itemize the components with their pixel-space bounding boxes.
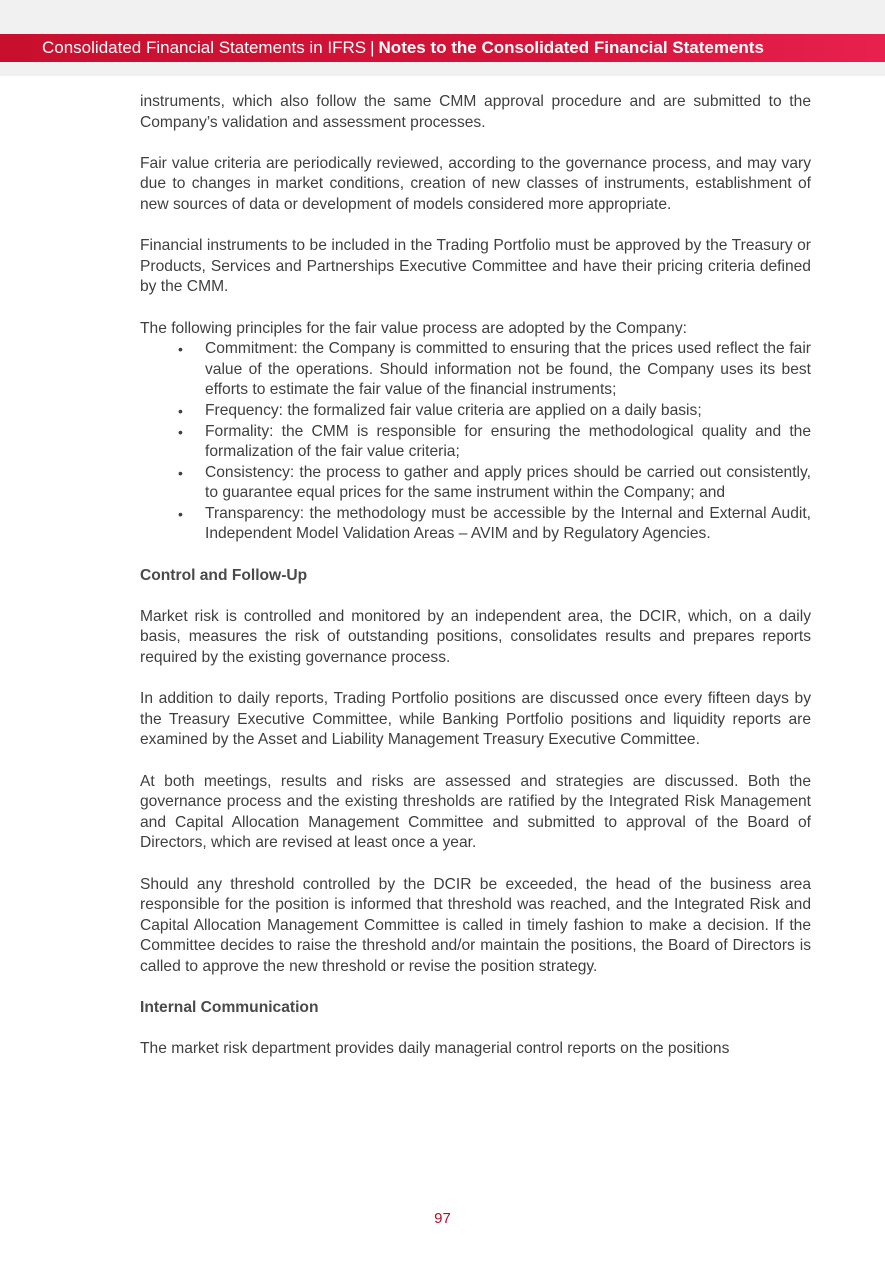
bullet-icon: • [178, 505, 183, 522]
paragraph-fair-value-review: Fair value criteria are periodically reviewed, according to the governance process, and may vary due to changes in market conditions, creation of new classes of instruments, establishment of new sources of data or development of models considered more appropriate. [140, 154, 811, 213]
section-heading-internal-communication: Internal Communication [140, 999, 319, 1017]
bullet-icon: • [178, 402, 183, 419]
list-item-text: Formality: the CMM is responsible for ensuring the methodological quality and the formalization of the fair value criteria; [205, 422, 811, 461]
bullet-icon: • [178, 423, 183, 440]
section-heading-control: Control and Follow-Up [140, 566, 308, 584]
page-body [140, 92, 811, 1081]
paragraph-threshold: Should any threshold controlled by the DCIR be exceeded, the head of the business area responsible for the position is informed that threshold was reached, and the Integrated Risk and Capital Allocation Management Committee is called in timely fashion to make a decision. If the Committee decides to raise the threshold and/or maintain the positions, the Board of Directors is called to approve the new threshold or revise the position strategy. [140, 875, 811, 975]
header-subsection-title: Notes to the Consolidated Financial Statements [378, 38, 764, 57]
list-item-text: Transparency: the methodology must be accessible by the Internal and External Audit, Independent Model Validation Areas – AVIM and by Regulatory Agencies. [205, 504, 811, 543]
paragraph-market-risk-control: Market risk is controlled and monitored by an independent area, the DCIR, which, on a daily basis, measures the risk of outstanding positions, consolidates results and prepares reports required by the existing governance process. [140, 607, 811, 667]
paragraph-daily-reports: In addition to daily reports, Trading Portfolio positions are discussed once every fifteen days by the Treasury Executive Committee, while Banking Portfolio positions and liquidity reports are examined by the Asset and Liability Management Treasury Executive Committee. [140, 690, 811, 749]
bullet-icon: • [178, 464, 183, 481]
header-separator: | [370, 38, 375, 57]
list-item-text: Consistency: the process to gather and apply prices should be carried out consistently, to guarantee equal prices for the same instrument within the Company; and [205, 463, 811, 502]
page-number: 97 [434, 1210, 451, 1227]
paragraph-internal-communication: The market risk department provides daily managerial control reports on the positions [140, 1040, 730, 1058]
paragraph-meetings: At both meetings, results and risks are assessed and strategies are discussed. Both the governance process and the existing thresholds are ratified by the Integrated Risk Management and Capital Allocation Management Committee and submitted to approval of the Board of Directors, which are revised at least once a year. [140, 772, 811, 852]
header-shadow [0, 62, 885, 76]
list-item-text: Commitment: the Company is committed to ensuring that the prices used reflect the fair value of the operations. Should information not be found, the Company uses its best efforts to estimate the fair value of the financial instruments; [205, 340, 811, 399]
header-section-title: Consolidated Financial Statements in IFRS [42, 38, 367, 57]
running-header [0, 34, 885, 62]
paragraph-continuation: instruments, which also follow the same CMM approval procedure and are submitted to the Company’s validation and assessment processes. [140, 93, 811, 131]
paragraph-principles-intro: The following principles for the fair value process are adopted by the Company: [140, 319, 687, 337]
principles-list [140, 339, 811, 545]
list-item-text: Frequency: the formalized fair value criteria are applied on a daily basis; [205, 401, 702, 419]
list-item [178, 401, 811, 422]
paragraph-trading-portfolio: Financial instruments to be included in the Trading Portfolio must be approved by the Treasury or Products, Services and Partnerships Executive Committee and have their pricing criteria defined by the CMM. [140, 237, 811, 296]
bullet-icon: • [178, 341, 183, 358]
list-item [178, 422, 811, 463]
list-item [178, 339, 811, 401]
list-item [178, 463, 811, 504]
top-strip [0, 0, 885, 34]
list-item [178, 504, 811, 545]
